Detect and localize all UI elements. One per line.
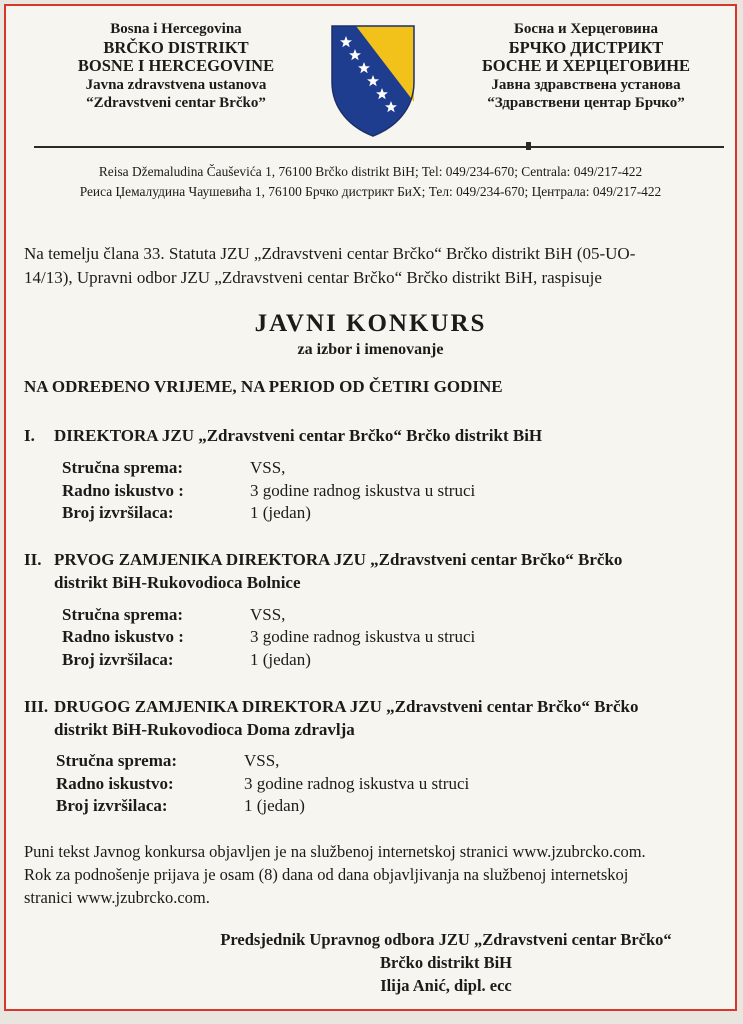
field-education [62, 605, 662, 628]
district-country: BOSNE I HERCEGOVINE [77, 56, 275, 75]
term-period: NA ODREĐENO VRIJEME, NA PERIOD OD ČETIRI GODINE [24, 377, 503, 396]
announcement-page [4, 4, 737, 1011]
header-divider [34, 146, 724, 148]
field-value: 3 godine radnog iskustva u struci [250, 481, 476, 500]
letterhead-cyrillic [436, 20, 736, 113]
position-number: III. [24, 697, 49, 716]
field-education [56, 751, 656, 774]
district-country-cyrillic: БОСНЕ И ХЕРЦЕГОВИНЕ [481, 56, 691, 75]
address-latin: Reisa Džemaludina Čauševića 1, 76100 Brčko distrikt BiH; Tel: 049/234-670; Centrala: 049/217-422 [98, 164, 643, 179]
field-experience [62, 481, 662, 504]
district-name-cyrillic: БРЧКО ДИСТРИКТ [508, 37, 664, 57]
field-value: VSS, [244, 751, 280, 770]
letterhead-latin [26, 20, 326, 113]
field-education [62, 458, 662, 481]
position-title: DRUGOG ZAMJENIKA DIREKTORA JZU „Zdravstveni centar Brčko“ Brčko [54, 697, 639, 716]
position-number: II. [24, 550, 42, 569]
field-experience [62, 627, 662, 650]
submission-note [24, 840, 736, 909]
position-heading [24, 548, 729, 594]
field-value: 3 godine radnog iskustva u struci [244, 774, 470, 793]
field-label: Stručna sprema: [56, 751, 178, 770]
intro-line: 14/13), Upravni odbor JZU „Zdravstveni centar Brčko“ Brčko distrikt BiH, raspisuje [24, 268, 602, 287]
coat-of-arms-icon [328, 22, 418, 140]
position-title-continued: distrikt BiH-Rukovodioca Doma zdravlja [54, 720, 355, 739]
field-label: Stručna sprema: [62, 458, 184, 477]
field-value: VSS, [250, 458, 286, 477]
divider-mark [526, 142, 531, 150]
intro-paragraph [24, 242, 729, 290]
signatory-title: Predsjednik Upravnog odbora JZU „Zdravstveni centar Brčko“ [220, 930, 672, 949]
field-value: 3 godine radnog iskustva u struci [250, 627, 476, 646]
district-name: BRČKO DISTRIKT [103, 37, 249, 57]
position-title: PRVOG ZAMJENIKA DIREKTORA JZU „Zdravstveni centar Brčko“ Brčko [54, 550, 623, 569]
announcement-subtitle: za izbor i imenovanje [297, 341, 444, 358]
country-name: Bosna i Hercegovina [110, 21, 242, 37]
country-name-cyrillic: Босна и Херцеговина [514, 21, 658, 37]
institution-type: Javna zdravstvena ustanova [85, 76, 267, 93]
note-line: stranici www.jzubrcko.com. [24, 888, 210, 907]
field-experience [56, 774, 656, 797]
field-label: Broj izvršilaca: [62, 650, 174, 669]
signatory-name: Ilija Anić, dipl. ecc [380, 976, 512, 995]
field-openings [62, 650, 662, 673]
field-openings [56, 796, 656, 819]
field-label: Broj izvršilaca: [62, 503, 174, 522]
institution-name-cyrillic: “Здравствени центар Брчко” [487, 95, 685, 111]
signatory-district: Brčko distrikt BiH [379, 953, 512, 972]
intro-line: Na temelju člana 33. Statuta JZU „Zdravstveni centar Brčko“ Brčko distrikt BiH (05-UO- [24, 244, 636, 263]
field-label: Stručna sprema: [62, 605, 184, 624]
letterhead [6, 20, 735, 140]
field-label: Radno iskustvo : [62, 481, 184, 500]
note-line: Rok za podnošenje prijava je osam (8) dana od dana objavljivanja na službenoj internetskoj [24, 865, 629, 884]
field-value: VSS, [250, 605, 286, 624]
position-title-continued: distrikt BiH-Rukovodioca Bolnice [54, 573, 301, 592]
position-number: I. [24, 426, 35, 445]
field-openings [62, 503, 662, 526]
field-value: 1 (jedan) [250, 503, 311, 522]
field-label: Radno iskustvo : [62, 627, 184, 646]
field-label: Broj izvršilaca: [56, 796, 168, 815]
position-heading [24, 695, 729, 741]
institution-name: “Zdravstveni centar Brčko” [86, 95, 266, 111]
position-title: DIREKTORA JZU „Zdravstveni centar Brčko“ Brčko distrikt BiH [54, 426, 543, 445]
announcement-title: JAVNI KONKURS [254, 310, 487, 337]
field-label: Radno iskustvo: [56, 774, 174, 793]
position-heading [24, 424, 729, 447]
institution-type-cyrillic: Јавна здравствена установа [491, 76, 681, 93]
note-line: Puni tekst Javnog konkursa objavljen je na službenoj internetskoj stranici www.jzubrcko.com. [24, 842, 646, 861]
field-value: 1 (jedan) [250, 650, 311, 669]
field-value: 1 (jedan) [244, 796, 305, 815]
address-cyrillic: Реиса Џемалудина Чаушевића 1, 76100 Брчко дистрикт БиХ; Тел: 049/234-670; Централа: 049/217-422 [79, 184, 662, 199]
